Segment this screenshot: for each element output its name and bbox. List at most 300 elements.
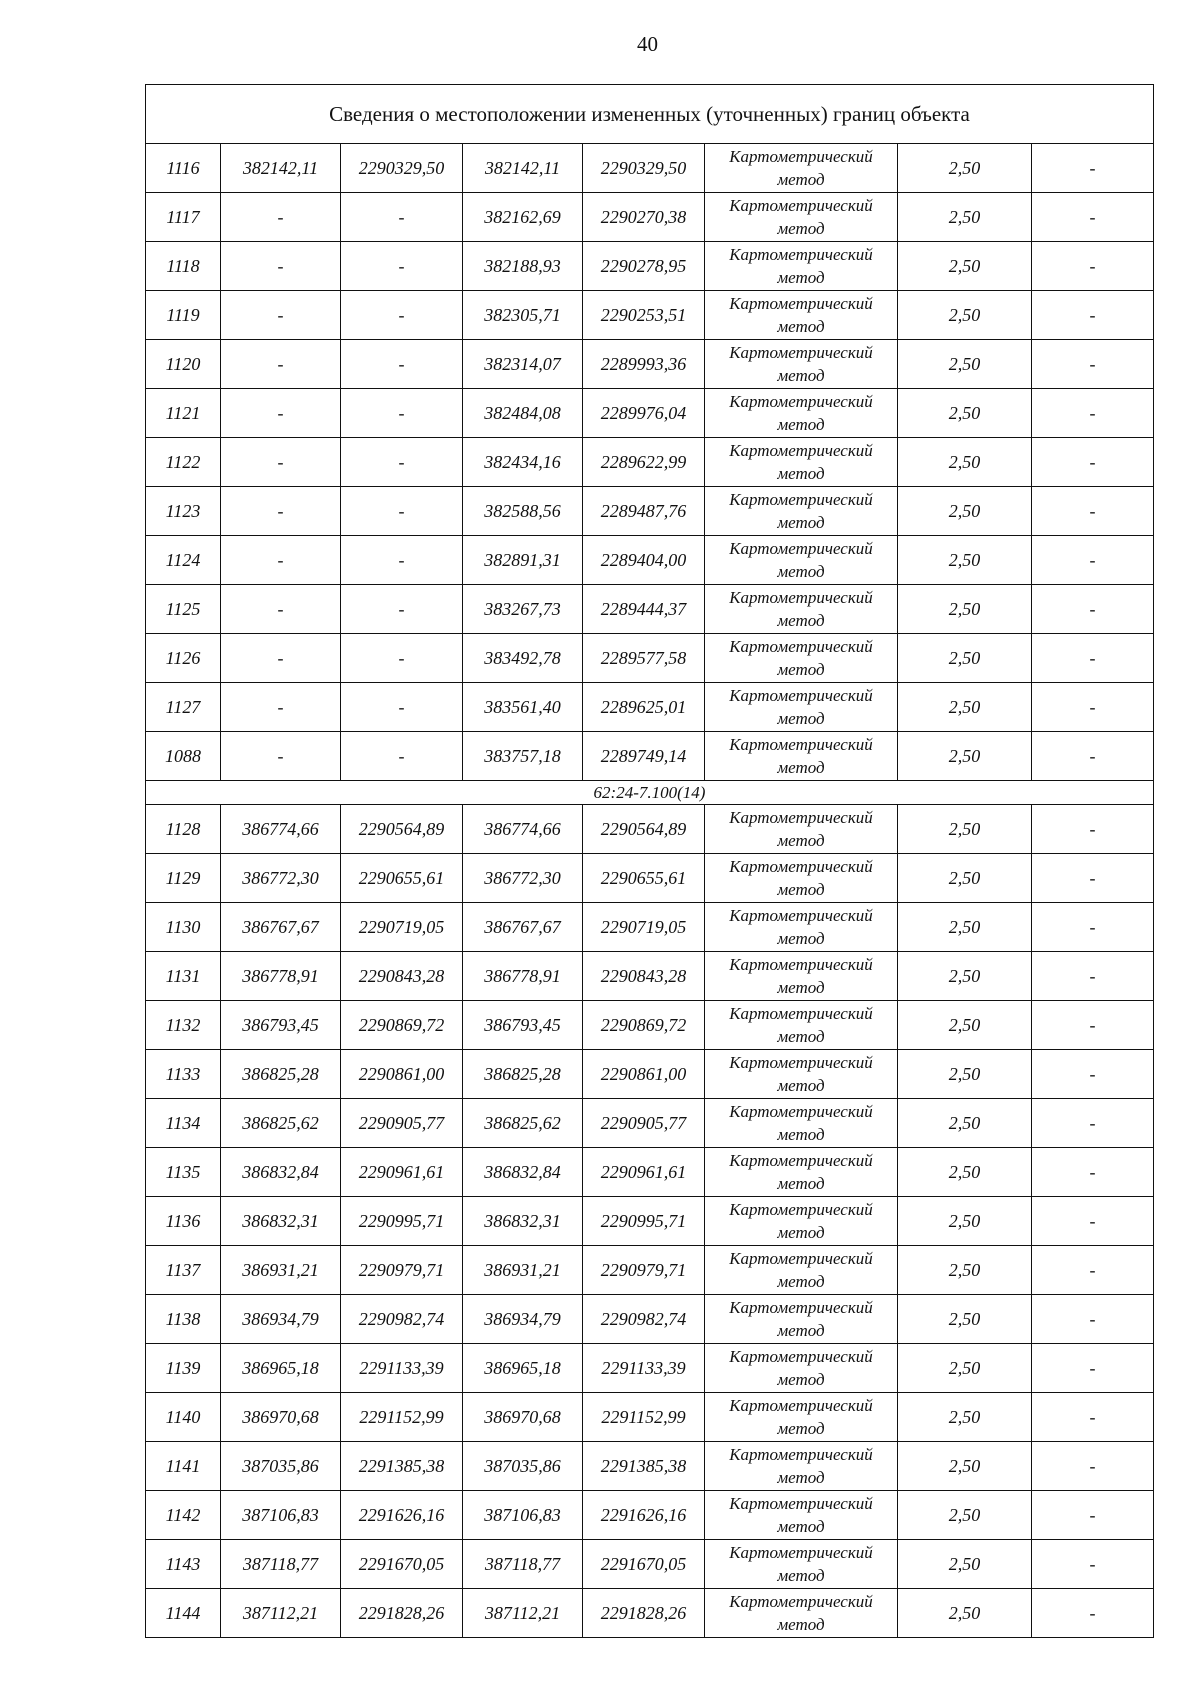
accuracy-cell: 2,50 <box>898 340 1032 389</box>
accuracy-cell: 2,50 <box>898 1393 1032 1442</box>
page-number: 40 <box>637 32 658 56</box>
x-old-cell: - <box>221 732 341 781</box>
y-new-cell: 2291152,99 <box>583 1393 705 1442</box>
accuracy-cell: 2,50 <box>898 634 1032 683</box>
point-number-cell: 1116 <box>146 144 221 193</box>
x-old-cell: 386970,68 <box>221 1393 341 1442</box>
x-old-cell: 386825,28 <box>221 1050 341 1099</box>
y-old-cell: 2290564,89 <box>341 805 463 854</box>
y-new-cell: 2289487,76 <box>583 487 705 536</box>
x-old-cell: - <box>221 438 341 487</box>
description-cell: - <box>1032 854 1154 903</box>
method-line-1: Картометрический <box>729 1347 873 1366</box>
table-row <box>146 1344 1154 1393</box>
x-old-cell: - <box>221 683 341 732</box>
accuracy-cell: 2,50 <box>898 193 1032 242</box>
x-old-cell: - <box>221 487 341 536</box>
accuracy-cell: 2,50 <box>898 1148 1032 1197</box>
y-old-cell: - <box>341 732 463 781</box>
section-row <box>146 781 1154 805</box>
method-line-1: Картометрический <box>729 906 873 925</box>
x-old-cell: 386793,45 <box>221 1001 341 1050</box>
point-number-cell: 1139 <box>146 1344 221 1393</box>
table-row <box>146 340 1154 389</box>
x-old-cell: 386965,18 <box>221 1344 341 1393</box>
y-old-cell: 2290995,71 <box>341 1197 463 1246</box>
method-line-2: метод <box>777 464 825 483</box>
description-cell: - <box>1032 634 1154 683</box>
y-old-cell: 2291152,99 <box>341 1393 463 1442</box>
method-line-2: метод <box>777 366 825 385</box>
method-line-1: Картометрический <box>729 1396 873 1415</box>
y-new-cell: 2289976,04 <box>583 389 705 438</box>
point-number-cell: 1129 <box>146 854 221 903</box>
accuracy-cell: 2,50 <box>898 732 1032 781</box>
x-new-cell: 386965,18 <box>463 1344 583 1393</box>
point-number-cell: 1122 <box>146 438 221 487</box>
method-line-2: метод <box>777 1566 825 1585</box>
accuracy-cell: 2,50 <box>898 585 1032 634</box>
method-line-1: Картометрический <box>729 1102 873 1121</box>
method-line-1: Картометрический <box>729 1151 873 1170</box>
method-line-2: метод <box>777 978 825 997</box>
accuracy-cell: 2,50 <box>898 683 1032 732</box>
accuracy-cell: 2,50 <box>898 1197 1032 1246</box>
method-line-1: Картометрический <box>729 1592 873 1611</box>
method-line-2: метод <box>777 1174 825 1193</box>
point-number-cell: 1117 <box>146 193 221 242</box>
table-row <box>146 193 1154 242</box>
method-line-2: метод <box>777 1321 825 1340</box>
point-number-cell: 1088 <box>146 732 221 781</box>
x-new-cell: 386832,31 <box>463 1197 583 1246</box>
table-row <box>146 1491 1154 1540</box>
y-new-cell: 2291828,26 <box>583 1589 705 1638</box>
method-line-2: метод <box>777 268 825 287</box>
description-cell: - <box>1032 487 1154 536</box>
description-cell: - <box>1032 1540 1154 1589</box>
y-new-cell: 2290979,71 <box>583 1246 705 1295</box>
table-row <box>146 291 1154 340</box>
x-old-cell: 386832,31 <box>221 1197 341 1246</box>
point-number-cell: 1142 <box>146 1491 221 1540</box>
method-line-2: метод <box>777 1615 825 1634</box>
point-number-cell: 1132 <box>146 1001 221 1050</box>
method-line-2: метод <box>777 317 825 336</box>
x-new-cell: 387118,77 <box>463 1540 583 1589</box>
method-cell <box>705 389 898 438</box>
table-row <box>146 536 1154 585</box>
method-line-1: Картометрический <box>729 808 873 827</box>
y-old-cell: 2290982,74 <box>341 1295 463 1344</box>
y-new-cell: 2290270,38 <box>583 193 705 242</box>
accuracy-cell: 2,50 <box>898 1246 1032 1295</box>
description-cell: - <box>1032 438 1154 487</box>
x-old-cell: - <box>221 242 341 291</box>
description-cell: - <box>1032 536 1154 585</box>
accuracy-cell: 2,50 <box>898 1099 1032 1148</box>
method-line-1: Картометрический <box>729 1543 873 1562</box>
table-row <box>146 1197 1154 1246</box>
description-cell: - <box>1032 1001 1154 1050</box>
method-line-2: метод <box>777 831 825 850</box>
section-label: 62:24-7.100(14) <box>146 781 1154 805</box>
method-line-1: Картометрический <box>729 343 873 362</box>
method-line-1: Картометрический <box>729 539 873 558</box>
method-cell <box>705 536 898 585</box>
method-line-1: Картометрический <box>729 490 873 509</box>
x-old-cell: 386825,62 <box>221 1099 341 1148</box>
y-old-cell: 2290979,71 <box>341 1246 463 1295</box>
table-row <box>146 854 1154 903</box>
method-line-2: метод <box>777 880 825 899</box>
description-cell: - <box>1032 1246 1154 1295</box>
description-cell: - <box>1032 144 1154 193</box>
method-line-2: метод <box>777 562 825 581</box>
table-row <box>146 389 1154 438</box>
description-cell: - <box>1032 1295 1154 1344</box>
table-row <box>146 732 1154 781</box>
boundary-coordinates-table <box>145 84 1154 1638</box>
method-cell <box>705 952 898 1001</box>
accuracy-cell: 2,50 <box>898 1589 1032 1638</box>
y-old-cell: - <box>341 585 463 634</box>
point-number-cell: 1126 <box>146 634 221 683</box>
accuracy-cell: 2,50 <box>898 291 1032 340</box>
method-cell <box>705 1099 898 1148</box>
method-line-1: Картометрический <box>729 196 873 215</box>
accuracy-cell: 2,50 <box>898 389 1032 438</box>
y-new-cell: 2290861,00 <box>583 1050 705 1099</box>
y-new-cell: 2289577,58 <box>583 634 705 683</box>
y-old-cell: 2290961,61 <box>341 1148 463 1197</box>
method-line-1: Картометрический <box>729 955 873 974</box>
method-cell <box>705 1050 898 1099</box>
method-line-2: метод <box>777 1517 825 1536</box>
y-new-cell: 2291385,38 <box>583 1442 705 1491</box>
description-cell: - <box>1032 242 1154 291</box>
y-old-cell: 2291385,38 <box>341 1442 463 1491</box>
method-line-2: метод <box>777 513 825 532</box>
x-old-cell: 387112,21 <box>221 1589 341 1638</box>
point-number-cell: 1125 <box>146 585 221 634</box>
x-new-cell: 383492,78 <box>463 634 583 683</box>
x-new-cell: 382484,08 <box>463 389 583 438</box>
method-cell <box>705 242 898 291</box>
point-number-cell: 1134 <box>146 1099 221 1148</box>
method-cell <box>705 193 898 242</box>
x-new-cell: 382305,71 <box>463 291 583 340</box>
point-number-cell: 1141 <box>146 1442 221 1491</box>
y-new-cell: 2290982,74 <box>583 1295 705 1344</box>
table-row <box>146 1001 1154 1050</box>
x-old-cell: 386931,21 <box>221 1246 341 1295</box>
y-old-cell: 2290869,72 <box>341 1001 463 1050</box>
method-line-2: метод <box>777 219 825 238</box>
y-old-cell: 2290655,61 <box>341 854 463 903</box>
x-old-cell: 386774,66 <box>221 805 341 854</box>
method-line-2: метод <box>777 611 825 630</box>
accuracy-cell: 2,50 <box>898 487 1032 536</box>
table-row <box>146 683 1154 732</box>
method-cell <box>705 634 898 683</box>
method-line-1: Картометрический <box>729 245 873 264</box>
method-cell <box>705 1393 898 1442</box>
method-cell <box>705 144 898 193</box>
x-old-cell: 386778,91 <box>221 952 341 1001</box>
method-line-1: Картометрический <box>729 392 873 411</box>
y-new-cell: 2291133,39 <box>583 1344 705 1393</box>
table-row <box>146 634 1154 683</box>
method-cell <box>705 1295 898 1344</box>
method-line-2: метод <box>777 1027 825 1046</box>
y-new-cell: 2290961,61 <box>583 1148 705 1197</box>
x-old-cell: - <box>221 340 341 389</box>
table-row <box>146 487 1154 536</box>
y-new-cell: 2290564,89 <box>583 805 705 854</box>
x-old-cell: 387106,83 <box>221 1491 341 1540</box>
y-old-cell: - <box>341 683 463 732</box>
x-old-cell: 386772,30 <box>221 854 341 903</box>
point-number-cell: 1140 <box>146 1393 221 1442</box>
x-old-cell: - <box>221 193 341 242</box>
y-old-cell: 2291670,05 <box>341 1540 463 1589</box>
title-row <box>146 85 1154 144</box>
description-cell: - <box>1032 1050 1154 1099</box>
table-row <box>146 1589 1154 1638</box>
table-row <box>146 144 1154 193</box>
x-new-cell: 382142,11 <box>463 144 583 193</box>
method-line-1: Картометрический <box>729 1249 873 1268</box>
description-cell: - <box>1032 340 1154 389</box>
y-new-cell: 2289749,14 <box>583 732 705 781</box>
y-new-cell: 2290843,28 <box>583 952 705 1001</box>
method-cell <box>705 1442 898 1491</box>
y-new-cell: 2289622,99 <box>583 438 705 487</box>
y-new-cell: 2289404,00 <box>583 536 705 585</box>
description-cell: - <box>1032 683 1154 732</box>
point-number-cell: 1144 <box>146 1589 221 1638</box>
x-old-cell: 382142,11 <box>221 144 341 193</box>
x-new-cell: 383267,73 <box>463 585 583 634</box>
table-row <box>146 1148 1154 1197</box>
method-line-2: метод <box>777 1370 825 1389</box>
x-old-cell: - <box>221 291 341 340</box>
method-line-2: метод <box>777 1125 825 1144</box>
accuracy-cell: 2,50 <box>898 1540 1032 1589</box>
x-old-cell: 387035,86 <box>221 1442 341 1491</box>
point-number-cell: 1120 <box>146 340 221 389</box>
y-new-cell: 2290995,71 <box>583 1197 705 1246</box>
accuracy-cell: 2,50 <box>898 952 1032 1001</box>
table-row <box>146 438 1154 487</box>
method-line-2: метод <box>777 929 825 948</box>
description-cell: - <box>1032 903 1154 952</box>
method-cell <box>705 732 898 781</box>
description-cell: - <box>1032 585 1154 634</box>
method-cell <box>705 1344 898 1393</box>
method-line-1: Картометрический <box>729 1494 873 1513</box>
description-cell: - <box>1032 291 1154 340</box>
y-new-cell: 2290253,51 <box>583 291 705 340</box>
method-cell <box>705 340 898 389</box>
description-cell: - <box>1032 805 1154 854</box>
point-number-cell: 1124 <box>146 536 221 585</box>
description-cell: - <box>1032 1491 1154 1540</box>
method-line-1: Картометрический <box>729 1445 873 1464</box>
y-new-cell: 2290329,50 <box>583 144 705 193</box>
method-line-1: Картометрический <box>729 1298 873 1317</box>
method-line-1: Картометрический <box>729 686 873 705</box>
x-old-cell: - <box>221 536 341 585</box>
table-title: Сведения о местоположении измененных (уточненных) границ объекта <box>146 85 1154 144</box>
x-new-cell: 382588,56 <box>463 487 583 536</box>
y-old-cell: - <box>341 487 463 536</box>
method-line-1: Картометрический <box>729 1200 873 1219</box>
method-line-2: метод <box>777 415 825 434</box>
accuracy-cell: 2,50 <box>898 1001 1032 1050</box>
method-line-2: метод <box>777 709 825 728</box>
x-new-cell: 386772,30 <box>463 854 583 903</box>
method-cell <box>705 683 898 732</box>
method-cell <box>705 438 898 487</box>
y-old-cell: - <box>341 634 463 683</box>
method-cell <box>705 805 898 854</box>
description-cell: - <box>1032 1148 1154 1197</box>
y-new-cell: 2291626,16 <box>583 1491 705 1540</box>
table-row <box>146 1295 1154 1344</box>
y-old-cell: - <box>341 340 463 389</box>
y-old-cell: 2290861,00 <box>341 1050 463 1099</box>
method-cell <box>705 1197 898 1246</box>
method-line-1: Картометрический <box>729 1053 873 1072</box>
y-old-cell: 2290719,05 <box>341 903 463 952</box>
accuracy-cell: 2,50 <box>898 903 1032 952</box>
description-cell: - <box>1032 1344 1154 1393</box>
x-new-cell: 383757,18 <box>463 732 583 781</box>
point-number-cell: 1133 <box>146 1050 221 1099</box>
x-new-cell: 386778,91 <box>463 952 583 1001</box>
method-line-2: метод <box>777 170 825 189</box>
accuracy-cell: 2,50 <box>898 805 1032 854</box>
accuracy-cell: 2,50 <box>898 854 1032 903</box>
accuracy-cell: 2,50 <box>898 536 1032 585</box>
method-cell <box>705 487 898 536</box>
point-number-cell: 1137 <box>146 1246 221 1295</box>
x-new-cell: 382891,31 <box>463 536 583 585</box>
y-old-cell: 2291626,16 <box>341 1491 463 1540</box>
y-new-cell: 2289625,01 <box>583 683 705 732</box>
accuracy-cell: 2,50 <box>898 242 1032 291</box>
method-cell <box>705 1540 898 1589</box>
x-new-cell: 387112,21 <box>463 1589 583 1638</box>
table-row <box>146 903 1154 952</box>
x-new-cell: 387106,83 <box>463 1491 583 1540</box>
point-number-cell: 1138 <box>146 1295 221 1344</box>
point-number-cell: 1131 <box>146 952 221 1001</box>
table-row <box>146 1050 1154 1099</box>
method-line-1: Картометрический <box>729 637 873 656</box>
y-old-cell: 2290905,77 <box>341 1099 463 1148</box>
description-cell: - <box>1032 1099 1154 1148</box>
method-line-2: метод <box>777 1223 825 1242</box>
accuracy-cell: 2,50 <box>898 1295 1032 1344</box>
x-new-cell: 386825,62 <box>463 1099 583 1148</box>
y-new-cell: 2290905,77 <box>583 1099 705 1148</box>
table-row <box>146 1540 1154 1589</box>
point-number-cell: 1118 <box>146 242 221 291</box>
point-number-cell: 1143 <box>146 1540 221 1589</box>
table-row <box>146 1099 1154 1148</box>
method-cell <box>705 291 898 340</box>
method-cell <box>705 903 898 952</box>
method-line-1: Картометрический <box>729 588 873 607</box>
method-line-1: Картометрический <box>729 1004 873 1023</box>
x-new-cell: 382314,07 <box>463 340 583 389</box>
x-new-cell: 387035,86 <box>463 1442 583 1491</box>
accuracy-cell: 2,50 <box>898 438 1032 487</box>
description-cell: - <box>1032 1589 1154 1638</box>
x-old-cell: 386832,84 <box>221 1148 341 1197</box>
description-cell: - <box>1032 1393 1154 1442</box>
x-new-cell: 386970,68 <box>463 1393 583 1442</box>
x-new-cell: 382188,93 <box>463 242 583 291</box>
y-old-cell: 2290329,50 <box>341 144 463 193</box>
x-new-cell: 386934,79 <box>463 1295 583 1344</box>
method-line-1: Картометрический <box>729 735 873 754</box>
y-new-cell: 2290719,05 <box>583 903 705 952</box>
accuracy-cell: 2,50 <box>898 1491 1032 1540</box>
x-new-cell: 386767,67 <box>463 903 583 952</box>
x-new-cell: 383561,40 <box>463 683 583 732</box>
method-cell <box>705 1148 898 1197</box>
x-old-cell: - <box>221 389 341 438</box>
point-number-cell: 1135 <box>146 1148 221 1197</box>
y-old-cell: - <box>341 536 463 585</box>
method-cell <box>705 1491 898 1540</box>
x-new-cell: 386793,45 <box>463 1001 583 1050</box>
method-cell <box>705 854 898 903</box>
method-cell <box>705 585 898 634</box>
y-old-cell: - <box>341 193 463 242</box>
x-old-cell: 386934,79 <box>221 1295 341 1344</box>
point-number-cell: 1136 <box>146 1197 221 1246</box>
y-old-cell: 2291828,26 <box>341 1589 463 1638</box>
x-new-cell: 386931,21 <box>463 1246 583 1295</box>
y-new-cell: 2289993,36 <box>583 340 705 389</box>
table-body <box>146 85 1154 1638</box>
y-old-cell: - <box>341 291 463 340</box>
point-number-cell: 1130 <box>146 903 221 952</box>
method-line-2: метод <box>777 1419 825 1438</box>
method-cell <box>705 1246 898 1295</box>
description-cell: - <box>1032 193 1154 242</box>
method-cell <box>705 1001 898 1050</box>
table-row <box>146 585 1154 634</box>
x-new-cell: 386825,28 <box>463 1050 583 1099</box>
table-row <box>146 952 1154 1001</box>
y-new-cell: 2290655,61 <box>583 854 705 903</box>
y-new-cell: 2289444,37 <box>583 585 705 634</box>
x-old-cell: - <box>221 585 341 634</box>
method-line-1: Картометрический <box>729 294 873 313</box>
method-line-1: Картометрический <box>729 857 873 876</box>
y-old-cell: - <box>341 242 463 291</box>
point-number-cell: 1127 <box>146 683 221 732</box>
y-old-cell: - <box>341 438 463 487</box>
x-old-cell: 387118,77 <box>221 1540 341 1589</box>
method-line-2: метод <box>777 1076 825 1095</box>
